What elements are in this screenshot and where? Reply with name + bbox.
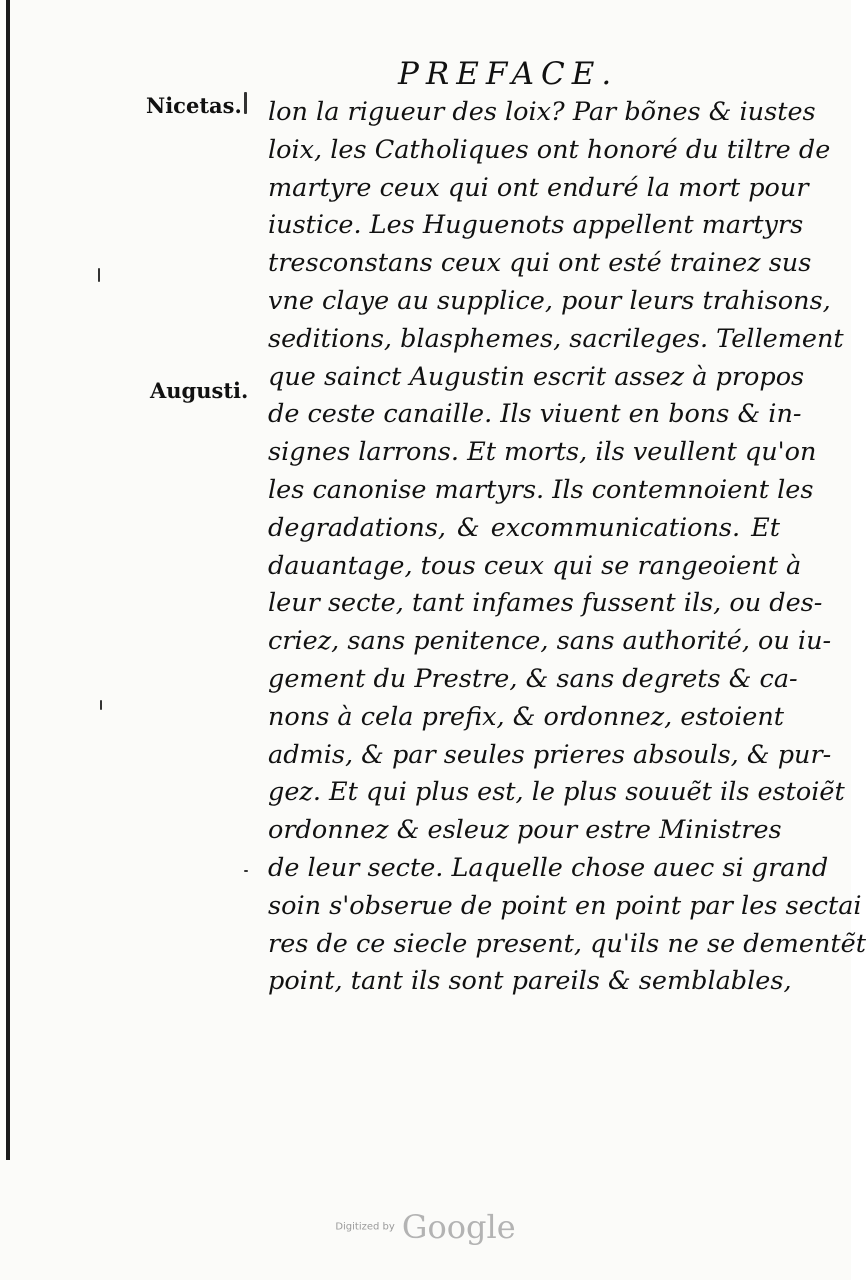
text-line: iustice. Les Huguenots appellent martyrs <box>268 210 804 241</box>
text-line: que sainct Augustin escrit assez à propos <box>268 361 805 392</box>
margin-note-nicetas: Nicetas. <box>146 93 242 118</box>
page-edge-rule <box>6 0 10 1160</box>
text-line: lon la rigueur des loix? Par bõnes & iustes <box>268 97 816 127</box>
text-line: de ceste canaille. Ils viuent en bons & in- <box>268 399 802 430</box>
ink-speck <box>98 268 100 282</box>
google-wordmark: Google <box>401 1208 516 1246</box>
ink-speck <box>244 870 248 872</box>
text-line: leur secte, tant infames fussent ils, ou des- <box>268 588 823 619</box>
text-line: point, tant ils sont pareils & semblables, <box>268 966 792 997</box>
text-line: gez. Et qui plus est, le plus souuẽt ils estoiẽt <box>268 777 845 808</box>
text-line: martyre ceux qui ont enduré la mort pour <box>268 172 809 203</box>
text-line: admis, & par seules prieres absouls, & pur- <box>268 739 832 770</box>
text-line: gement du Prestre, & sans degrets & ca- <box>268 663 798 694</box>
page-header: PREFACE. <box>398 56 619 92</box>
text-line: seditions, blasphemes, sacrileges. Tellement <box>268 323 844 354</box>
text-line: res de ce siecle present, qu'ils ne se dementẽt <box>268 928 866 959</box>
text-line: dauantage, tous ceux qui se rangeoient à <box>268 550 802 581</box>
digitized-label: Digitized by <box>335 1221 395 1233</box>
text-line: tresconstans ceux qui ont esté trainez sus <box>268 248 812 279</box>
text-line: nons à cela prefix, & ordonnez, estoient <box>268 701 785 732</box>
text-line: vne claye au supplice, pour leurs trahisons, <box>268 285 831 316</box>
margin-note-augusti: Augusti. <box>150 378 249 403</box>
text-line: signes larrons. Et morts, ils veullent qu'on <box>268 437 817 468</box>
ink-speck <box>100 700 102 710</box>
digitized-watermark <box>0 1208 851 1246</box>
text-line: degradations, & excommunications. Et <box>268 512 780 543</box>
text-line: criez, sans penitence, sans authorité, ou iu- <box>268 626 832 657</box>
ink-speck <box>244 92 247 114</box>
body-text <box>268 94 866 1001</box>
text-line: de leur secte. Laquelle chose auec si grand <box>268 852 829 883</box>
text-line: les canonise martyrs. Ils contemnoient les <box>268 474 814 505</box>
text-line: loix, les Catholiques ont honoré du tiltre de <box>268 134 831 165</box>
text-line: ordonnez & esleuz pour estre Ministres <box>268 815 782 846</box>
text-line: soin s'obserue de point en point par les sectai <box>268 890 862 921</box>
